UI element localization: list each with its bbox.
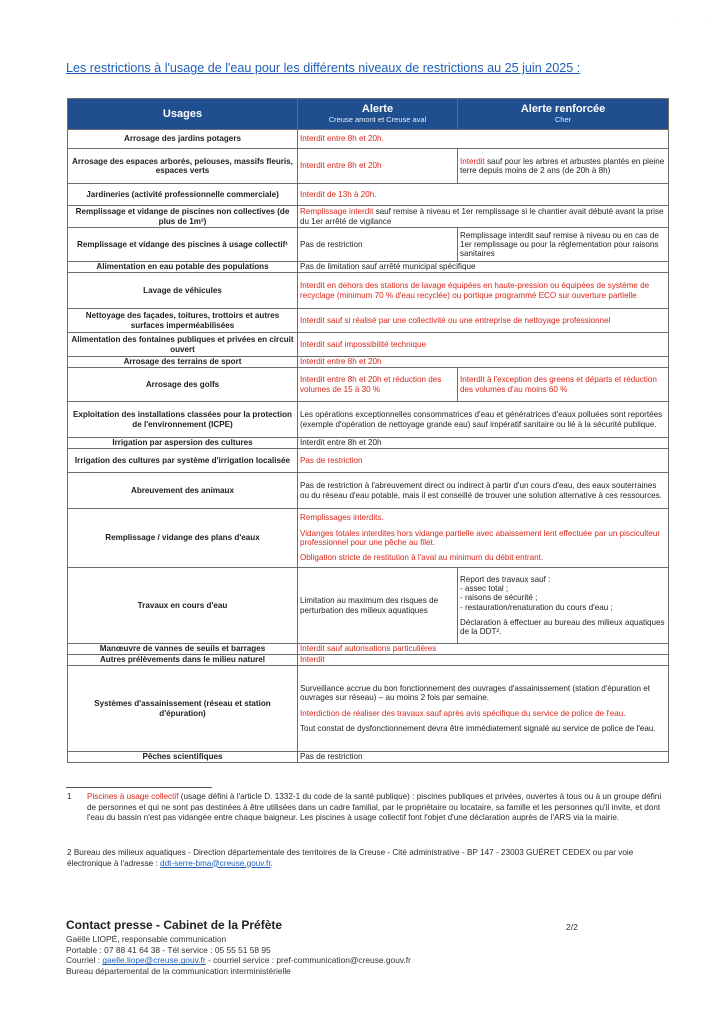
table-row <box>68 149 669 184</box>
restriction-cell: Interdit entre 8h et 20h. <box>298 130 669 149</box>
table-row <box>68 206 669 228</box>
usage-cell: Arrosage des terrains de sport <box>68 357 298 368</box>
table-row <box>68 130 669 149</box>
contact-phone: Portable : 07 88 41 64 38 - Tél service : 05 55 51 58 95 <box>66 944 271 955</box>
table-row <box>68 309 669 333</box>
restriction-cell: Interdit <box>298 655 669 666</box>
table-row <box>68 568 669 644</box>
footnote-separator <box>66 787 212 788</box>
usage-cell: Alimentation en eau potable des populations <box>68 262 298 273</box>
table-row <box>68 357 669 368</box>
usage-cell: Arrosage des golfs <box>68 368 298 402</box>
table-row <box>68 644 669 655</box>
table-row <box>68 509 669 568</box>
usage-cell: Systèmes d'assainissement (réseau et station d'épuration) <box>68 666 298 752</box>
table-row <box>68 228 669 262</box>
scan-mark: · <box>706 19 708 25</box>
renforcee-cell: Interdit sauf pour les arbres et arbustes plantés en pleine terre depuis moins de 2 ans (de 20h à 8h) <box>458 149 669 184</box>
usage-cell: Exploitation des installations classées pour la protection de l'environnement (ICPE) <box>68 402 298 438</box>
restriction-cell: Les opérations exceptionnelles consommatrices d'eau et génératrices d'eaux polluées sont reportées (exemple d'opération de nettoyage grande eau) sauf impératif sanitaire ou lié à la sécurité publique. <box>298 402 669 438</box>
restriction-cell: Remplissages interdits. Vidanges totales interdites hors vidange partielle avec abaissement lent effectuée par un pisciculteur professionnel pour une pêche au filet. Obligation stricte de restitution à l'aval au minimum du débit entrant. <box>298 509 669 568</box>
restrictions-table <box>67 98 669 763</box>
usage-cell: Remplissage et vidange de piscines non collectives (de plus de 1m³) <box>68 206 298 228</box>
contact-email-link[interactable]: gaelle.liope@creuse.gouv.fr <box>102 955 206 966</box>
table-row <box>68 438 669 449</box>
restriction-cell: Interdit en dehors des stations de lavage équipées en haute-pression ou équipées de système de recyclage (minimum 70 % d'eau recyclée) ou portique programmé ECO sur ouverture partielle <box>298 273 669 309</box>
table-row <box>68 473 669 509</box>
usage-cell: Pêches scientifiques <box>68 752 298 763</box>
usage-cell: Lavage de véhicules <box>68 273 298 309</box>
usage-cell: Manœuvre de vannes de seuils et barrages <box>68 644 298 655</box>
table-row <box>68 262 669 273</box>
usage-cell: Nettoyage des façades, toitures, trottoirs et autres surfaces imperméabilisées <box>68 309 298 333</box>
usage-cell: Autres prélèvements dans le milieu naturel <box>68 655 298 666</box>
header-alerte-renforcee: Alerte renforcée Cher <box>458 99 669 130</box>
press-contact <box>66 918 411 977</box>
usage-cell: Remplissage et vidange des piscines à usage collectif¹ <box>68 228 298 262</box>
restriction-cell: Pas de restriction <box>298 752 669 763</box>
table-header <box>68 99 669 130</box>
usage-cell: Remplissage / vidange des plans d'eaux <box>68 509 298 568</box>
usage-cell: Irrigation des cultures par système d'irrigation localisée <box>68 449 298 473</box>
renforcee-cell: Interdit à l'exception des greens et départs et réduction des volumes d'au moins 60 % <box>458 368 669 402</box>
table-row <box>68 402 669 438</box>
restriction-cell: Pas de limitation sauf arrêté municipal spécifique <box>298 262 669 273</box>
table-row <box>68 184 669 206</box>
renforcee-cell: Remplissage interdit sauf remise à niveau ou en cas de 1er remplissage ou pour la réglementation pour raisons sanitaires <box>458 228 669 262</box>
footnote-1: 1 Piscines à usage collectif (usage défini à l'article D. 1332-1 du code de la santé publique) : piscines publiques et privées, ouvertes à tous ou à un groupe défini de personnes et qui ne sont pas destinées à être utilisées dans un cadre familial, par le propriétaire ou locataire, sa famille et les personnes qu'il invite, et dont l'eau du bassin n'est pas vidangée entre chaque baigneur. Les piscines à usage collectif font l'objet d'une déclaration auprès de l'ARS via la mairie. <box>67 792 662 822</box>
contact-email-line: Courriel : gaelle.liope@creuse.gouv.fr - courriel service : pref-communication@creuse.gouv.fr <box>66 955 411 966</box>
usage-cell: Arrosage des espaces arborés, pelouses, massifs fleuris, espaces verts <box>68 149 298 184</box>
scan-mark: · <box>677 17 679 23</box>
usage-cell: Jardineries (activité professionnelle commerciale) <box>68 184 298 206</box>
table-row <box>68 368 669 402</box>
table-row <box>68 752 669 763</box>
restriction-cell: Interdit sauf autorisations particulières <box>298 644 669 655</box>
restriction-cell: Interdit sauf impossibilité technique <box>298 333 669 357</box>
alerte-cell: Interdit entre 8h et 20h et réduction des volumes de 15 à 30 % <box>298 368 458 402</box>
page-number: 2/2 <box>566 922 578 932</box>
alerte-cell: Limitation au maximum des risques de perturbation des milieux aquatiques <box>298 568 458 644</box>
table-row <box>68 655 669 666</box>
table-row <box>68 273 669 309</box>
restriction-cell: Interdit entre 8h et 20h <box>298 438 669 449</box>
usage-cell: Arrosage des jardins potagers <box>68 130 298 149</box>
usage-cell: Alimentation des fontaines publiques et privées en circuit ouvert <box>68 333 298 357</box>
restriction-cell: Interdit entre 8h et 20h <box>298 357 669 368</box>
usage-cell: Travaux en cours d'eau <box>68 568 298 644</box>
alerte-cell: Pas de restriction <box>298 228 458 262</box>
header-alerte: Alerte Creuse amont et Creuse aval <box>298 99 458 130</box>
footnote-2: 2 Bureau des milieux aquatiques - Direction départementale des territoires de la Creuse - Cité administrative - BP 147 - 23003 GUÉRET CEDEX ou par voie électronique à l'adresse : ddt-serre-bma@creuse.gouv.fr. <box>67 848 634 868</box>
usage-cell: Abreuvement des animaux <box>68 473 298 509</box>
restriction-cell: Interdit sauf si réalisé par une collectivité ou une entreprise de nettoyage professionnel <box>298 309 669 333</box>
table-row <box>68 666 669 752</box>
alerte-cell: Interdit entre 8h et 20h <box>298 149 458 184</box>
restriction-cell: Remplissage interdit sauf remise à niveau et 1er remplissage si le chantier avait débuté avant la prise du 1er arrêté de vigilance <box>298 206 669 228</box>
restriction-cell: Pas de restriction <box>298 449 669 473</box>
header-usages: Usages <box>68 99 298 130</box>
usage-cell: Irrigation par aspersion des cultures <box>68 438 298 449</box>
contact-name: Gaëlle LIOPÉ, responsable communication <box>66 933 227 944</box>
table-row <box>68 449 669 473</box>
page-title: Les restrictions à l'usage de l'eau pour les différents niveaux de restrictions au 25 juin 2025 : <box>66 61 581 75</box>
contact-title: Contact presse - Cabinet de la Préfète <box>66 918 283 932</box>
contact-office: Bureau départemental de la communication interministérielle <box>66 966 291 977</box>
renforcee-cell: Report des travaux sauf : - assec total ; - raisons de sécurité ; - restauration/renaturation du cours d'eau ; Déclaration à effectuer au bureau des milieux aquatiques de la DDT². <box>458 568 669 644</box>
table-row <box>68 333 669 357</box>
restriction-cell: Interdit de 13h à 20h. <box>298 184 669 206</box>
restriction-cell: Pas de restriction à l'abreuvement direct ou indirect à partir d'un cours d'eau, des eaux souterraines ou du réseau d'eau potable, mais il est conseillé de trouver une solution alternative à ces ressources. <box>298 473 669 509</box>
ddt-email-link[interactable]: ddt-serre-bma@creuse.gouv.fr <box>160 858 271 868</box>
restriction-cell: Surveillance accrue du bon fonctionnement des ouvrages d'assainissement (station d'épuration et ouvrages sur réseau) – au moins 2 fois par semaine. Interdiction de réaliser des travaux sauf après avis spécifique du service de police de l'eau. Tout constat de dysfonctionnement devra être immédiatement signalé au service de police de l'eau. <box>298 666 669 752</box>
